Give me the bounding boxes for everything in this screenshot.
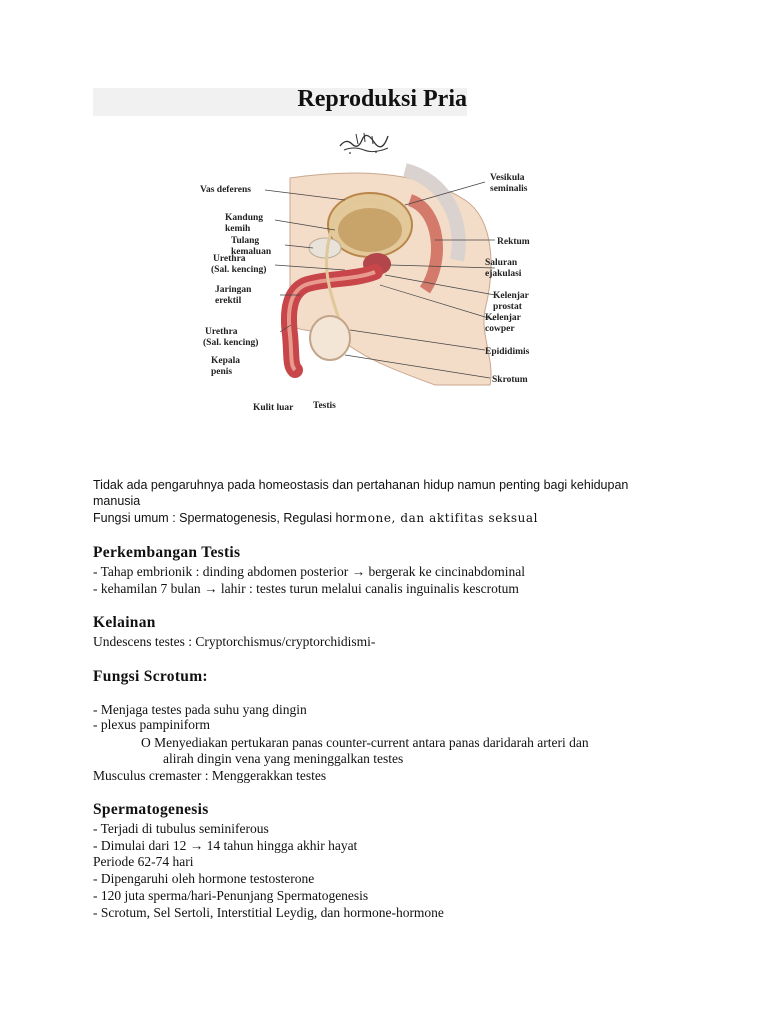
scrotum-last: Musculus cremaster : Menggerakkan testes xyxy=(93,768,327,783)
spermatogenesis-item-5: - 120 juta sperma/hari-Penunjang Spermatogenesis xyxy=(93,888,369,903)
label-kulit-luar: Kulit luar xyxy=(253,403,294,413)
calligraphy-emblem xyxy=(336,128,392,156)
label-tulang-kemaluan-2: kemaluan xyxy=(231,247,272,257)
scrotum-item-1: - Menjaga testes pada suhu yang dingin xyxy=(93,702,307,717)
intro-line-3b: rmone, dan aktifitas seksual xyxy=(349,511,539,525)
spermatogenesis-item-1: - Terjadi di tubulus seminiferous xyxy=(93,821,269,836)
heading-fungsi-scrotum: Fungsi Scrotum: xyxy=(93,668,208,685)
label-kelenjar-cowper-2: cowper xyxy=(485,324,515,334)
heading-spermatogenesis: Spermatogenesis xyxy=(93,801,209,818)
label-kepala-penis-2: penis xyxy=(211,367,233,377)
spermatogenesis-item-2: - Dimulai dari 12 → 14 tahun hingga akhir hayat xyxy=(93,838,358,853)
spermatogenesis-item-6: - Scrotum, Sel Sertoli, Interstitial Leydig, dan hormone-hormone xyxy=(93,905,444,920)
label-kandung-kemih-1: Kandung xyxy=(225,213,264,223)
label-saluran-1: Saluran xyxy=(485,258,518,268)
label-jaringan-erektil-1: Jaringan xyxy=(215,285,252,295)
label-epididimis: Epididimis xyxy=(485,347,530,357)
label-kelenjar-cowper-1: Kelenjar xyxy=(485,313,521,323)
label-skrotum: Skrotum xyxy=(492,375,528,385)
label-saluran-2: ejakulasi xyxy=(485,269,522,279)
scrotum-sub-1: O Menyediakan pertukaran panas counter-current antara panas daridarah arteri dan xyxy=(141,735,589,750)
label-testis: Testis xyxy=(313,401,336,411)
perkembangan-item-1: - Tahap embrionik : dinding abdomen posterior → bergerak ke cincinabdominal xyxy=(93,564,525,579)
label-jaringan-erektil-2: erektil xyxy=(215,296,242,306)
label-kandung-kemih-2: kemih xyxy=(225,224,251,234)
scrotum-sub-2: alirah dingin vena yang meninggalkan testes xyxy=(163,751,404,766)
intro-line-1: Tidak ada pengaruhnya pada homeostasis dan pertahanan hidup namun penting bagi kehidupan xyxy=(93,478,629,492)
spermatogenesis-item-3: Periode 62-74 hari xyxy=(93,854,194,869)
anatomy-diagram xyxy=(195,160,545,420)
label-kepala-penis-1: Kepala xyxy=(211,356,241,366)
heading-perkembangan-testis: Perkembangan Testis xyxy=(93,544,241,561)
label-vesikula-2: seminalis xyxy=(490,184,528,194)
label-kelenjar-prostat-1: Kelenjar xyxy=(493,291,529,301)
label-kelenjar-prostat-2: prostat xyxy=(493,302,522,312)
intro-line-3 xyxy=(93,510,538,526)
label-urethra-top-2: (Sal. kencing) xyxy=(211,265,267,275)
spermatogenesis-item-4: - Dipengaruhi oleh hormone testosterone xyxy=(93,871,315,886)
label-urethra-bottom-2: (Sal. kencing) xyxy=(203,338,259,348)
perkembangan-item-2: - kehamilan 7 bulan → lahir : testes turun melalui canalis inguinalis kescrotum xyxy=(93,581,519,596)
heading-kelainan: Kelainan xyxy=(93,614,156,631)
page-title: Reproduksi Pria xyxy=(297,86,467,112)
label-vesikula-1: Vesikula xyxy=(490,173,525,183)
label-vas-deferens: Vas deferens xyxy=(200,185,251,195)
intro-line-2: manusia xyxy=(93,494,141,508)
label-urethra-top-1: Urethra xyxy=(213,254,246,264)
label-urethra-bottom-1: Urethra xyxy=(205,327,238,337)
label-tulang-kemaluan-1: Tulang xyxy=(231,236,260,246)
label-rektum: Rektum xyxy=(497,237,530,247)
intro-line-3a: Fungsi umum : Spermatogenesis, Regulasi ho xyxy=(93,511,350,525)
scrotum-item-2: - plexus pampiniform xyxy=(93,717,210,732)
kelainan-item-1: Undescens testes : Cryptorchismus/cryptorchidismi- xyxy=(93,634,376,649)
